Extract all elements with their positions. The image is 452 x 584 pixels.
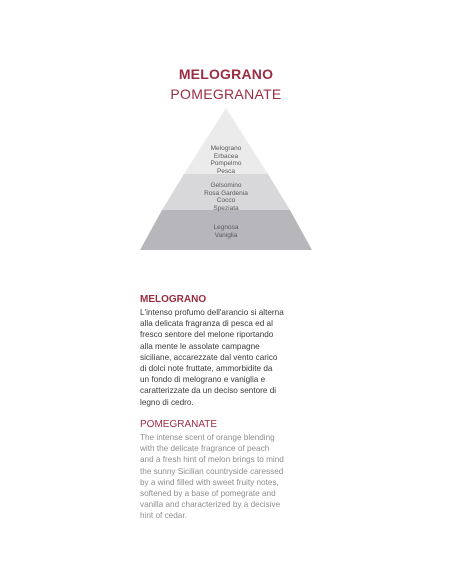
note: Speziata	[213, 204, 239, 212]
note: Gelsomino	[210, 182, 242, 189]
text-line: vanilla and characterized by a decisive	[140, 500, 281, 510]
note: Pesca	[216, 167, 236, 175]
text-line: The intense scent of orange blending	[140, 433, 275, 442]
product-title-english: POMEGRANATE	[170, 86, 282, 102]
text-line: legno di cedro.	[140, 397, 194, 407]
pyramid-middle-notes	[176, 182, 276, 212]
text-line: un fondo di melograno e vaniglia e	[140, 375, 266, 385]
note: Pompelmo	[210, 160, 242, 167]
text-line: hint of cedar.	[140, 511, 187, 521]
description-heading-english: POMEGRANATE	[140, 419, 218, 430]
description-body-italian	[140, 307, 330, 408]
text-line: alla delicata fragranza di pesca ed al	[140, 319, 273, 329]
description-english	[140, 419, 330, 522]
text-line: the sunny Sicilian countryside caressed	[140, 466, 284, 476]
text-line: by a wind filled with sweet fruity notes,	[140, 477, 279, 487]
text-line: fresco sentore del melone riportando	[140, 330, 274, 340]
note: Rosa Gardenia	[204, 189, 248, 197]
note: Erbacea	[213, 152, 239, 160]
text-line: di dolci note fruttate, ammorbidite da	[140, 364, 273, 374]
description-heading-italian: MELOGRANO	[140, 294, 207, 305]
description-body-english	[140, 432, 330, 522]
text-line: with the delicate fragrance of peach	[140, 444, 270, 454]
text-line: alla mente le assolate campagne	[140, 341, 260, 351]
text-line: siciliane, accarezzate dal vento carico	[140, 352, 278, 362]
pyramid-base-notes	[176, 224, 276, 239]
text-line: L'intenso profumo dell'arancio si alterna	[140, 308, 284, 317]
text-line: and a fresh hint of melon brings to mind	[140, 455, 284, 465]
text-line: softened by a base of pomegrate and	[140, 489, 276, 499]
description-italian	[140, 294, 330, 408]
pyramid-top-notes	[176, 145, 276, 175]
text-line: caratterizzate da un deciso sentore di	[140, 386, 277, 396]
note: Melograno	[210, 145, 242, 152]
note: Legnosa	[213, 224, 239, 231]
note: Vaniglia	[214, 231, 238, 239]
product-title-italian: MELOGRANO	[178, 66, 274, 82]
note: Cocco	[216, 197, 236, 204]
